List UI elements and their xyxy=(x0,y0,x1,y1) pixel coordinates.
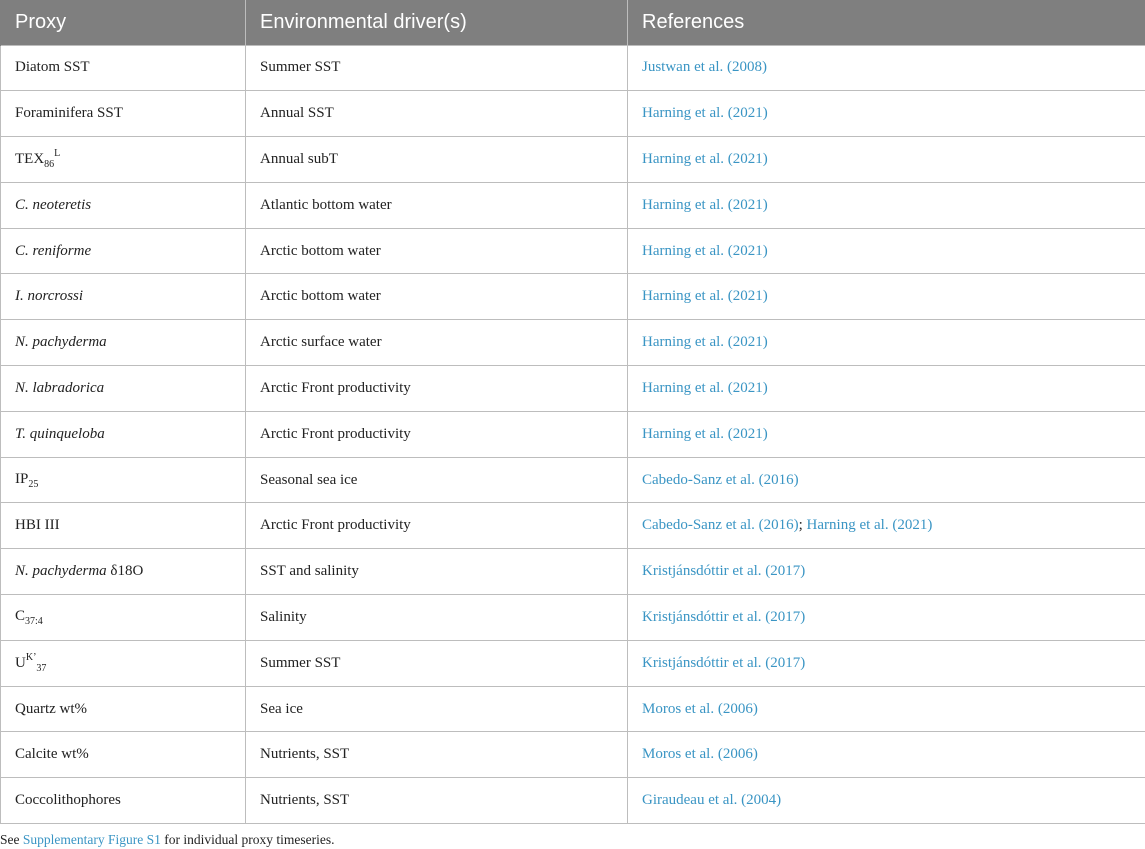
driver-cell: Summer SST xyxy=(246,45,628,91)
table-row xyxy=(1,549,1145,595)
proxy-superscript: K’ xyxy=(25,652,37,664)
proxy-species: N. pachyderma xyxy=(15,563,107,580)
table-row xyxy=(1,366,1145,412)
driver-cell: Arctic Front productivity xyxy=(246,503,628,549)
table-row xyxy=(1,228,1145,274)
table-row xyxy=(1,137,1145,183)
table-row xyxy=(1,640,1145,686)
table-row xyxy=(1,595,1145,641)
proxy-cell: Foraminifera SST xyxy=(1,91,246,137)
driver-cell: Nutrients, SST xyxy=(246,778,628,824)
reference-link[interactable]: Kristjánsdóttir et al. (2017) xyxy=(628,549,1145,595)
table-row xyxy=(1,91,1145,137)
reference-link[interactable]: Harning et al. (2021) xyxy=(628,91,1145,137)
supplementary-figure-link[interactable]: Supplementary Figure S1 xyxy=(22,832,161,847)
table-row xyxy=(1,778,1145,824)
proxy-superscript: L xyxy=(54,148,61,160)
reference-link[interactable]: Harning et al. (2021) xyxy=(628,137,1145,183)
reference-link[interactable]: Giraudeau et al. (2004) xyxy=(628,778,1145,824)
proxy-cell: T. quinqueloba xyxy=(1,411,246,457)
reference-link[interactable]: Harning et al. (2021) xyxy=(628,274,1145,320)
table-row xyxy=(1,274,1145,320)
proxy-cell: I. norcrossi xyxy=(1,274,246,320)
proxy-cell: Diatom SST xyxy=(1,45,246,91)
proxy-cell xyxy=(1,549,246,595)
proxy-cell: N. labradorica xyxy=(1,366,246,412)
driver-cell: Atlantic bottom water xyxy=(246,182,628,228)
table-row xyxy=(1,457,1145,503)
reference-link[interactable]: Kristjánsdóttir et al. (2017) xyxy=(628,640,1145,686)
reference-link[interactable]: Harning et al. (2021) xyxy=(628,182,1145,228)
reference-link[interactable]: Harning et al. (2021) xyxy=(628,366,1145,412)
proxy-cell: C. neoteretis xyxy=(1,182,246,228)
driver-cell: Summer SST xyxy=(246,640,628,686)
table-footnote xyxy=(0,832,334,848)
reference-link[interactable]: Harning et al. (2021) xyxy=(628,228,1145,274)
table-row xyxy=(1,732,1145,778)
driver-cell: Annual subT xyxy=(246,137,628,183)
proxy-base: U xyxy=(15,655,26,672)
proxy-cell: Quartz wt% xyxy=(1,686,246,732)
proxy-base: C xyxy=(15,607,26,624)
reference-link[interactable]: Moros et al. (2006) xyxy=(628,732,1145,778)
proxy-cell xyxy=(1,595,246,641)
driver-cell: Arctic bottom water xyxy=(246,274,628,320)
driver-cell: Arctic Front productivity xyxy=(246,366,628,412)
reference-link[interactable]: Harning et al. (2021) xyxy=(806,517,933,534)
table-row xyxy=(1,45,1145,91)
table-row xyxy=(1,320,1145,366)
proxy-cell: N. pachyderma xyxy=(1,320,246,366)
reference-link[interactable]: Justwan et al. (2008) xyxy=(628,45,1145,91)
table-row xyxy=(1,411,1145,457)
table-header-row xyxy=(1,0,1145,45)
reference-separator: ; xyxy=(798,517,807,534)
driver-cell: Arctic surface water xyxy=(246,320,628,366)
driver-cell: Nutrients, SST xyxy=(246,732,628,778)
header-proxy: Proxy xyxy=(1,0,246,45)
driver-cell: Sea ice xyxy=(246,686,628,732)
reference-cell xyxy=(628,503,1145,549)
reference-link[interactable]: Cabedo-Sanz et al. (2016) xyxy=(642,517,799,534)
driver-cell: Seasonal sea ice xyxy=(246,457,628,503)
proxy-cell: Calcite wt% xyxy=(1,732,246,778)
reference-link[interactable]: Harning et al. (2021) xyxy=(628,320,1145,366)
proxy-isotope: δ18O xyxy=(106,563,144,580)
driver-cell: Salinity xyxy=(246,595,628,641)
reference-link[interactable]: Kristjánsdóttir et al. (2017) xyxy=(628,595,1145,641)
proxy-cell xyxy=(1,457,246,503)
proxy-subscript: 86 xyxy=(44,159,55,171)
reference-link[interactable]: Moros et al. (2006) xyxy=(628,686,1145,732)
footnote-prefix: See xyxy=(0,832,23,847)
proxy-cell: Coccolithophores xyxy=(1,778,246,824)
proxy-cell xyxy=(1,137,246,183)
proxy-subscript: 25 xyxy=(28,478,39,490)
table-row xyxy=(1,182,1145,228)
proxy-cell: C. reniforme xyxy=(1,228,246,274)
header-environmental-drivers: Environmental driver(s) xyxy=(246,0,628,45)
driver-cell: Arctic Front productivity xyxy=(246,411,628,457)
footnote-suffix: for individual proxy timeseries. xyxy=(160,832,335,847)
proxy-subscript: 37:4 xyxy=(25,615,43,627)
reference-link[interactable]: Harning et al. (2021) xyxy=(628,411,1145,457)
table-row xyxy=(1,686,1145,732)
proxy-subscript: 37 xyxy=(36,663,47,675)
driver-cell: Arctic bottom water xyxy=(246,228,628,274)
proxy-cell xyxy=(1,640,246,686)
header-references: References xyxy=(628,0,1145,45)
driver-cell: SST and salinity xyxy=(246,549,628,595)
reference-link[interactable]: Cabedo-Sanz et al. (2016) xyxy=(628,457,1145,503)
driver-cell: Annual SST xyxy=(246,91,628,137)
table-row xyxy=(1,503,1145,549)
proxy-cell: HBI III xyxy=(1,503,246,549)
proxy-base: TEX xyxy=(15,151,45,168)
proxy-base: IP xyxy=(15,470,29,487)
